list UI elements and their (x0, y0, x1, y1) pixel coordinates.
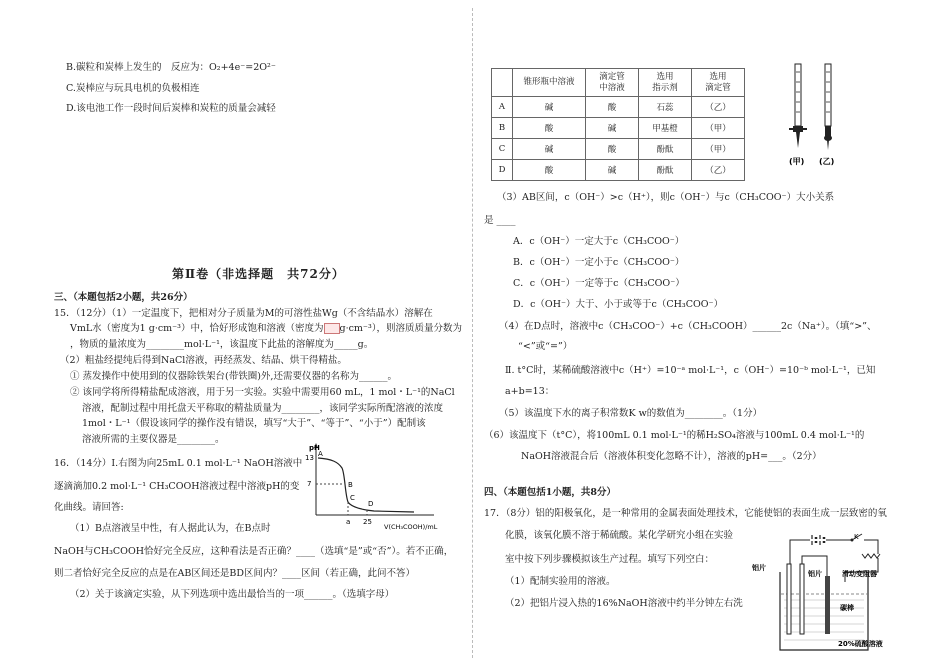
carbon-rod (825, 576, 830, 634)
rheostat-label: 滑动变阻器 (842, 570, 877, 578)
q17-line2: 化膜，该氧化膜不溶于稀硫酸。某化学研究小组在实验 (505, 530, 734, 541)
burettes-diagram (775, 60, 845, 170)
y-tick-13: 13 (305, 454, 314, 462)
table-row (492, 97, 745, 118)
ph-titration-graph (304, 440, 444, 530)
burette-yi-icon (824, 64, 832, 150)
table-cell: 酸 (513, 118, 586, 139)
q15-line2a: VmL水（密度为1 g·cm⁻³）中，恰好形成饱和溶液（密度为 (70, 323, 324, 334)
q17-line1: 17．（8分）铝的阳极氧化，是一种常用的金属表面处理技术，它能使铝的表面生成一层致密的氧 (484, 508, 887, 519)
table-cell: B (492, 118, 513, 139)
q16-line1: 16．（14分）Ⅰ.右图为向25mL 0.1 mol·L⁻¹ NaOH溶液中 (54, 458, 303, 469)
switch-k-label: K (854, 533, 859, 541)
q15-line1: 15．（12分）（1）一定温度下，把相对分子质量为M的可溶性盐Wg（不含结晶水）溶解在 (54, 308, 433, 319)
q15-line7: 溶液，配制过程中用托盘天平称取的精盐质量为________，该同学实际所配溶液的浓度 (82, 403, 444, 414)
point-a-label: A (318, 450, 323, 458)
q17-line3: 室中按下列步骤模拟该生产过程。填写下列空白： (505, 554, 715, 565)
table-cell: 碱 (513, 97, 586, 118)
table-header-cell: 选用 滴定管 (692, 69, 745, 97)
table-row (492, 118, 745, 139)
q3-option-a: A．c（OH⁻）一定大于c（CH₃COO⁻） (513, 236, 685, 247)
q3-line1: （3）AB区间，c（OH⁻）>c（H⁺），则c（OH⁻）与c（CH₃COO⁻）大小关系 (497, 192, 835, 203)
table-cell: 酸 (586, 139, 639, 160)
table-cell: 酸 (513, 160, 586, 181)
beaker-icon (780, 572, 868, 650)
q6-line2: NaOH溶液混合后（溶液体积变化忽略不计），溶液的pH=___。（2分） (521, 451, 822, 462)
q15-line9: 溶液所需的主要仪器是________。 (82, 434, 225, 445)
q3-option-c: C．c（OH⁻）一定等于c（CH₃COO⁻） (513, 278, 685, 289)
table-cell: （乙） (692, 97, 745, 118)
y-axis-label: pH (309, 444, 320, 452)
carbon-rod-label: 碳棒 (840, 604, 854, 612)
table-cell: A (492, 97, 513, 118)
q3-option-b: B．c（OH⁻）一定小于c（CH₃COO⁻） (513, 257, 685, 268)
q3-option-d: D．c（OH⁻）大于、小于或等于c（CH₃COO⁻） (513, 299, 724, 310)
part2-title: 第Ⅱ卷（非选择题 共72分） (172, 267, 345, 281)
table-cell: D (492, 160, 513, 181)
y-tick-7: 7 (307, 480, 312, 488)
point-b-label: B (348, 481, 353, 489)
aluminum-plate-1 (787, 564, 791, 634)
ph-curve (318, 458, 414, 512)
burette-yi-label: (乙) (819, 157, 835, 166)
table-cell: 酚酞 (639, 160, 692, 181)
table-cell: 酸 (586, 97, 639, 118)
q16-line5: NaOH与CH₃COOH恰好完全反应，这种看法是否正确？____（选填“是”或“否”）。若不正确， (54, 546, 454, 557)
table-cell: 碱 (586, 118, 639, 139)
q15-line2 (70, 320, 462, 334)
table-cell: （甲） (692, 139, 745, 160)
q16-line3: 化曲线。请回答: (54, 502, 124, 513)
point-d-label: D (368, 500, 374, 508)
option-d-text: D.该电池工作一段时间后炭棒和炭粒的质量会减轻 (66, 103, 276, 114)
x-tick-25: 25 (363, 518, 372, 526)
q16-line6: 则二者恰好完全反应的点是在AB区间还是BD区间内？____区间（若正确，此问不答） (54, 568, 415, 579)
q15-line8: 1mol・L⁻¹（假设该同学的操作没有错误，填写“大于”、“等于”、“小于”）配制该 (82, 418, 426, 429)
rheostat-icon (862, 554, 880, 558)
table-header-cell: 滴定管 中溶液 (586, 69, 639, 97)
point-c-label: C (350, 494, 355, 502)
table-cell: （乙） (692, 160, 745, 181)
aluminum-plate-2 (800, 564, 804, 634)
anodizing-apparatus-diagram (750, 532, 900, 660)
part2-line2: a+b=13： (505, 386, 555, 397)
x-axis-label: V(CH₃COOH)/mL (384, 523, 438, 530)
acid-solution-label: 20%硫酸溶液 (838, 640, 883, 648)
q16-line7: （2）关于该滴定实验，从下列选项中选出最恰当的一项______。（选填字母） (70, 589, 395, 600)
q17-line5: （2）把铝片浸入热的16%NaOH溶液中约半分钟左右洗 (505, 598, 743, 609)
table-cell: C (492, 139, 513, 160)
table-cell: 碱 (513, 139, 586, 160)
q6-line1: （6）该温度下（t°C），将100mL 0.1 mol·L⁻¹的稀H₂SO₄溶液与100mL 0.4 mol·L⁻¹的 (484, 430, 865, 441)
option-b-text: B.碳粒和炭棒上发生的 反应为：O₂+4e⁻=2O²⁻ (66, 62, 276, 73)
table-cell: 碱 (586, 160, 639, 181)
section4-header: 四、（本题包括1小题，共8分） (484, 487, 616, 498)
q16-line4: （1）B点溶液呈中性，有人据此认为，在B点时 (70, 523, 271, 534)
titration-options-table (491, 68, 745, 181)
burette-jia-label: (甲) (789, 157, 805, 166)
table-cell: 石蕊 (639, 97, 692, 118)
table-header-row (492, 69, 745, 97)
table-row (492, 139, 745, 160)
table-header-cell (492, 69, 513, 97)
q15-line5: ① 蒸发操作中使用到的仪器除铁架台(带铁圈)外,还需要仪器的名称为______。 (70, 371, 397, 382)
q15-line3: ，物质的量浓度为________mol·L⁻¹，该温度下此盐的溶解度为_____g。 (70, 339, 374, 350)
q4-line2: “<”或“=”） (518, 341, 573, 352)
q5-text: （5）该温度下水的离子积常数K w的数值为________。（1分） (499, 408, 763, 419)
density-box-icon (324, 323, 340, 334)
option-c-text: C.炭棒应与玩具电机的负极相连 (66, 83, 200, 94)
q16-line2: 逐滴滴加0.2 mol·L⁻¹ CH₃COOH溶液过程中溶液pH的变 (54, 481, 300, 492)
battery-icon (790, 535, 852, 545)
table-cell: 甲基橙 (639, 118, 692, 139)
section3-header: 三、（本题包括2小题，共26分） (54, 292, 193, 303)
aluminum-plate-label-2: 铝片 (808, 570, 822, 578)
q4-line1: （4）在D点时，溶液中c（CH₃COO⁻）+c（CH₃COOH）______2c（Na⁺）。（填“>”、 (499, 321, 877, 332)
column-divider (472, 8, 474, 658)
burette-jia-icon (789, 64, 807, 148)
table-cell: （甲） (692, 118, 745, 139)
x-tick-a: a (346, 518, 351, 526)
part2-line1: Ⅱ. t°C时，某稀硫酸溶液中c（H⁺）=10⁻ᵃ mol·L⁻¹，c（OH⁻）=10⁻ᵇ mol·L⁻¹，已知 (505, 365, 876, 376)
q17-line4: （1）配制实验用的溶液。 (505, 576, 616, 587)
q15-line4: （2）粗盐经提纯后得到NaCl溶液，再经蒸发、结晶、烘干得精盐。 (60, 355, 347, 366)
aluminum-plate-label-1: 铝片 (752, 564, 766, 572)
table-header-cell: 锥形瓶中溶液 (513, 69, 586, 97)
table-header-cell: 选用 指示剂 (639, 69, 692, 97)
table-cell: 酚酞 (639, 139, 692, 160)
q15-line2b: g·cm⁻³），则溶质质量分数为 (339, 323, 463, 334)
q3-line2: 是 ____ (484, 215, 516, 226)
q15-line6: ② 该同学将所得精盐配成溶液，用于另一实验。实验中需要用60 mL，1 mol・L⁻¹的NaCl (70, 387, 455, 398)
table-row (492, 160, 745, 181)
